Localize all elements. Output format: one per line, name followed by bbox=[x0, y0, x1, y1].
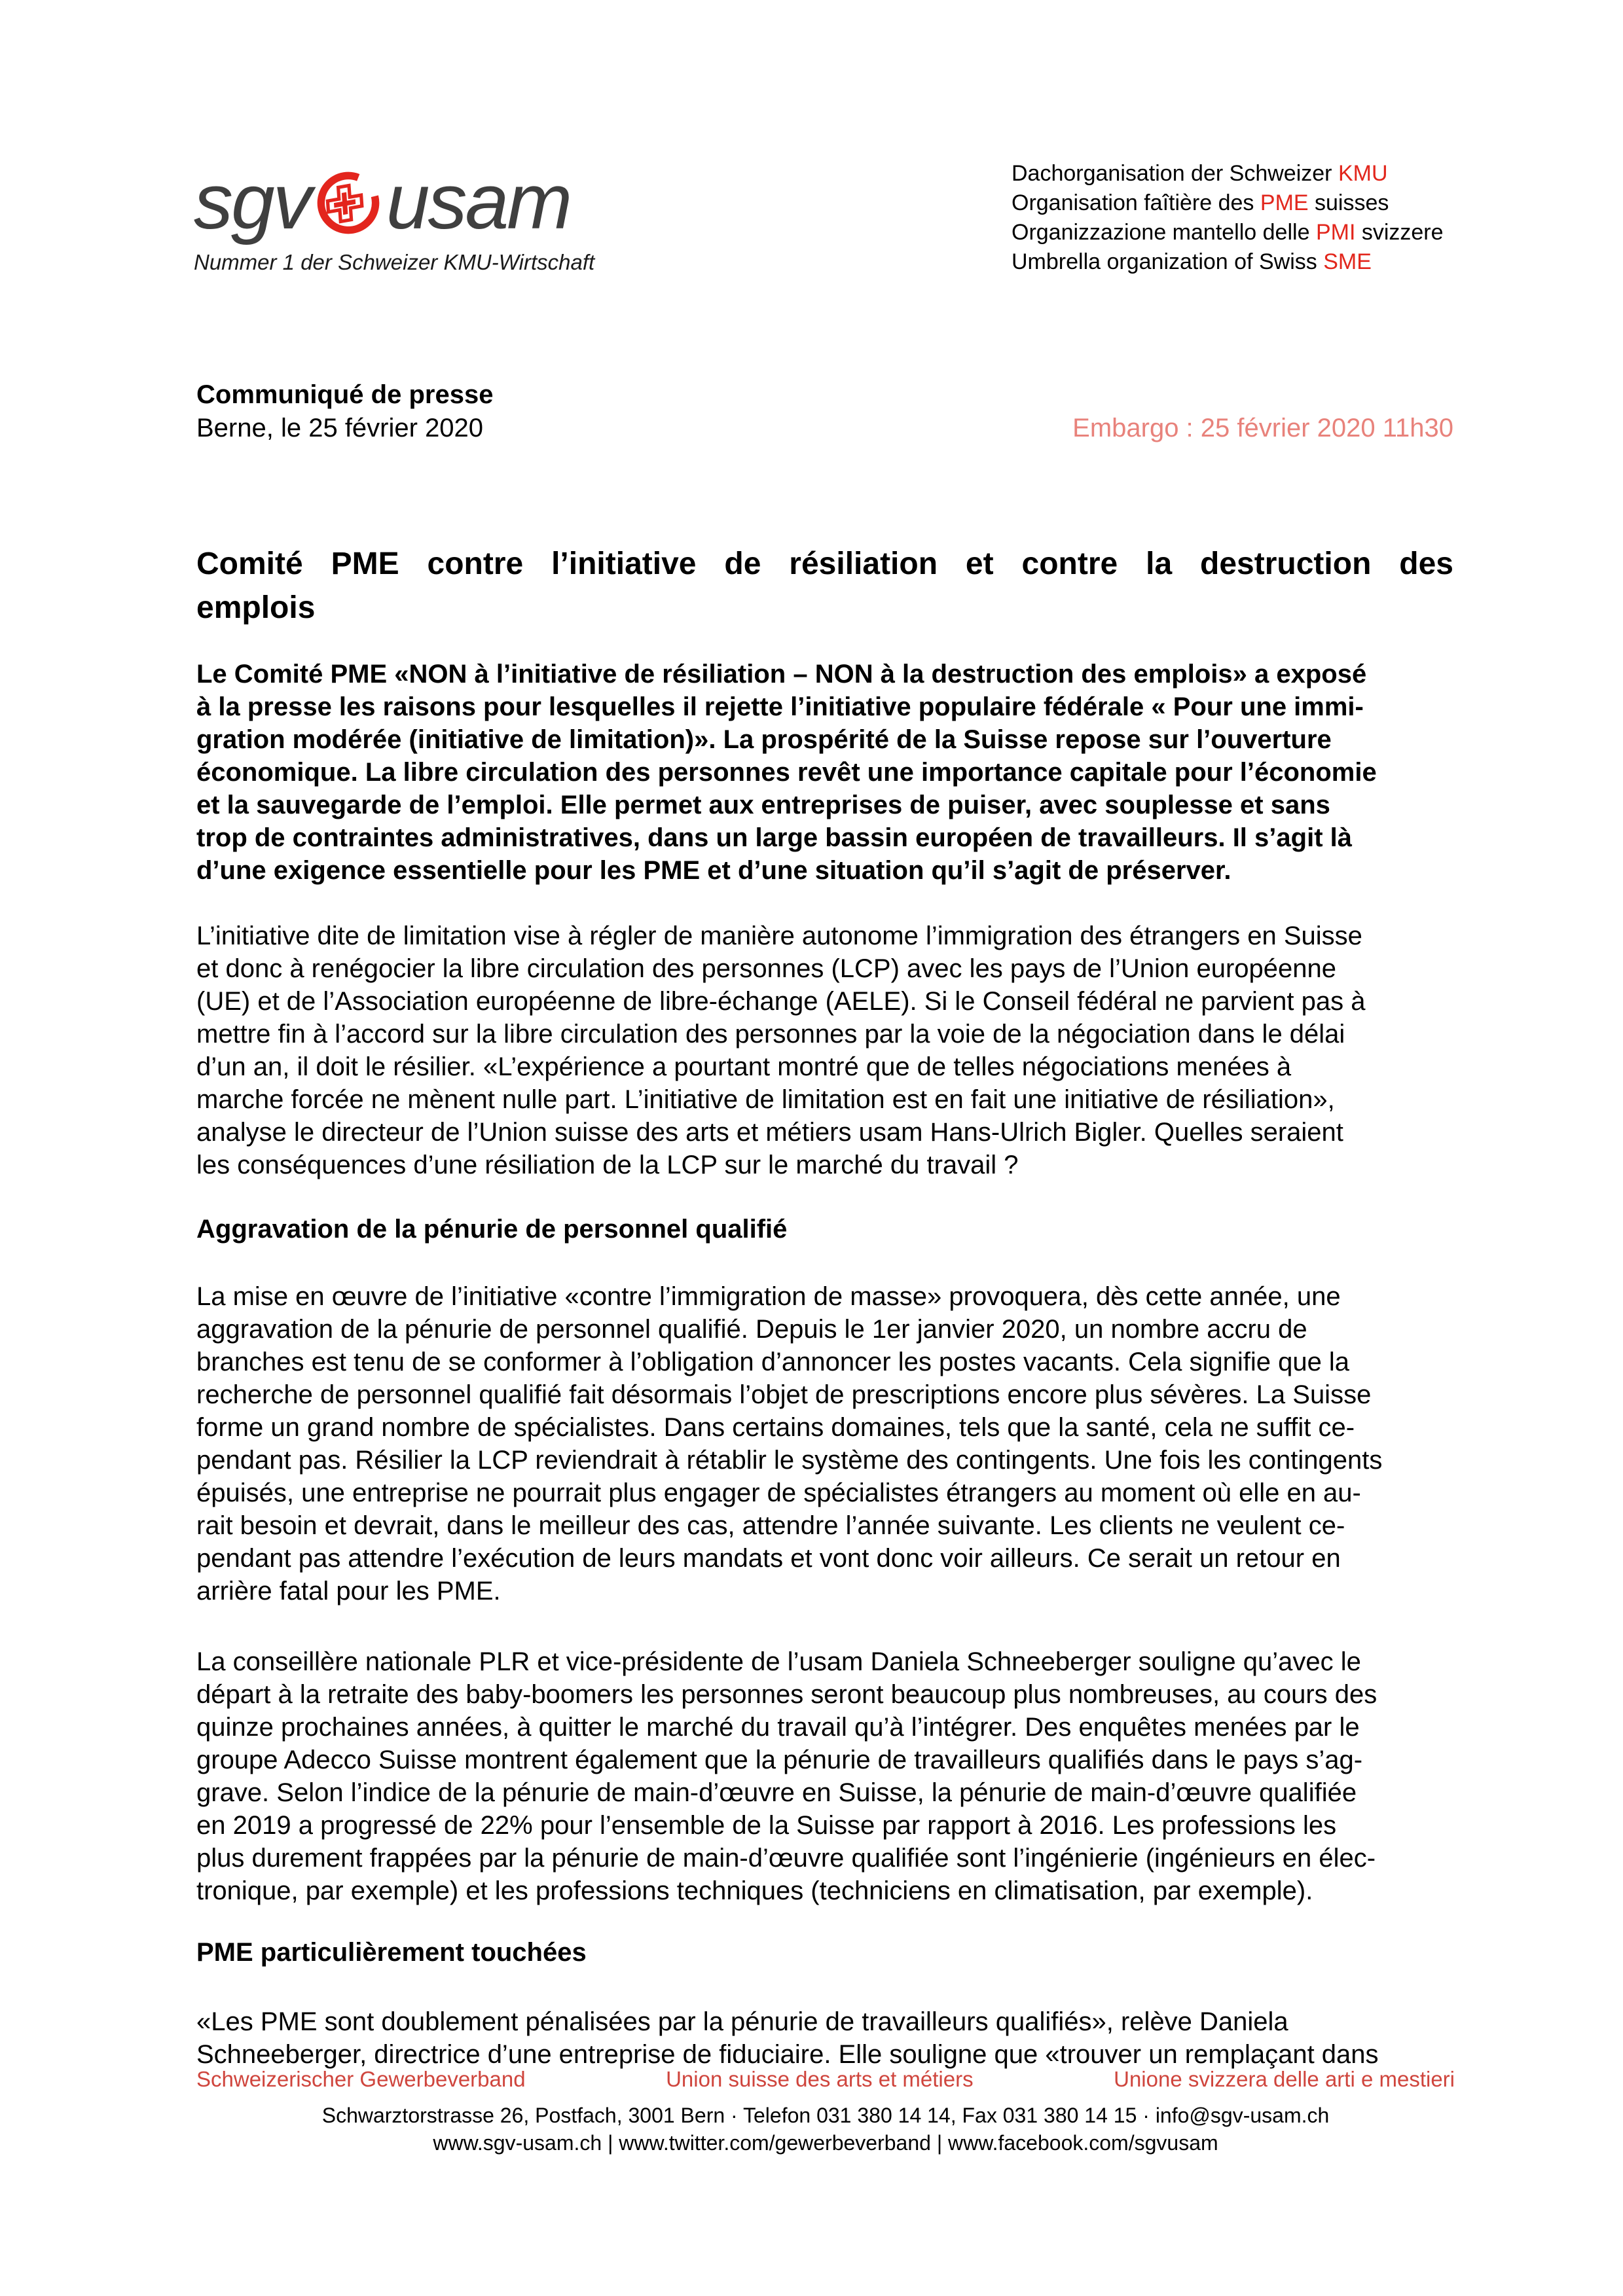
text-line: L’initiative dite de limitation vise à régler de manière autonome l’immigration des étrangers en Suisse bbox=[196, 922, 1362, 950]
text-line: aggravation de la pénurie de personnel qualifié. Depuis le 1er janvier 2020, un nombre accru de bbox=[196, 1315, 1307, 1344]
org-line-text: svizzere bbox=[1355, 220, 1444, 245]
text-line: La mise en œuvre de l’initiative «contre l’immigration de masse» provoquera, dès cette année, une bbox=[196, 1282, 1341, 1311]
logo-text-sgv: sgv bbox=[194, 158, 310, 245]
section-heading: PME particulièrement touchées bbox=[196, 1938, 587, 1967]
org-line-accent: PME bbox=[1260, 190, 1309, 215]
organization-name-block bbox=[1012, 159, 1444, 277]
org-line-it bbox=[1012, 218, 1444, 247]
text-line: branches est tenu de se conformer à l’obligation d’annoncer les postes vacants. Cela signifie que la bbox=[196, 1348, 1350, 1376]
body-paragraph bbox=[196, 1645, 1457, 1907]
logo-row bbox=[194, 158, 594, 245]
footer-org-de: Schweizerischer Gewerbeverband bbox=[196, 2067, 526, 2091]
text-line: «Les PME sont doublement pénalisées par la pénurie de travailleurs qualifiés», relève Daniela bbox=[196, 2007, 1288, 2036]
footer-org-fr: Union suisse des arts et métiers bbox=[666, 2067, 974, 2091]
text-line: en 2019 a progressé de 22% pour l’ensemble de la Suisse par rapport à 2016. Les professions les bbox=[196, 1811, 1337, 1840]
org-line-text: suisses bbox=[1308, 190, 1389, 215]
text-line: et la sauvegarde de l’emploi. Elle permet aux entreprises de puiser, avec souplesse et sans bbox=[196, 791, 1330, 819]
embargo-notice: Embargo : 25 février 2020 11h30 bbox=[1072, 414, 1453, 442]
text-line: groupe Adecco Suisse montrent également que la pénurie de travailleurs qualifiés dans le pays s’ag- bbox=[196, 1746, 1363, 1774]
org-line-text: Umbrella organization of Swiss bbox=[1012, 249, 1324, 274]
swiss-cross-ring-icon bbox=[314, 169, 382, 237]
text-line: les conséquences d’une résiliation de la LCP sur le marché du travail ? bbox=[196, 1151, 1019, 1179]
text-line: recherche de personnel qualifié fait désormais l’objet de prescriptions encore plus sévères. La Suisse bbox=[196, 1380, 1372, 1409]
text-line: à la presse les raisons pour lesquelles il rejette l’initiative populaire fédérale « Pour une immi- bbox=[196, 692, 1364, 721]
org-line-de bbox=[1012, 159, 1444, 188]
document-type-label: Communiqué de presse bbox=[196, 380, 494, 409]
text-line: épuisés, une entreprise ne pourrait plus engager de spécialistes étrangers au moment où elle en au- bbox=[196, 1479, 1361, 1507]
text-line: pendant pas attendre l’exécution de leurs mandats et vont donc voir ailleurs. Ce serait un retour en bbox=[196, 1544, 1341, 1573]
org-line-accent: PMI bbox=[1315, 220, 1356, 245]
text-line: La conseillère nationale PLR et vice-présidente de l’usam Daniela Schneeberger souligne qu’avec le bbox=[196, 1647, 1361, 1676]
org-line-en bbox=[1012, 247, 1444, 277]
text-line: économique. La libre circulation des personnes revêt une importance capitale pour l’économie bbox=[196, 758, 1377, 787]
org-line-text: Organisation faîtière des bbox=[1012, 190, 1260, 215]
lead-paragraph bbox=[196, 658, 1457, 887]
text-line: rait besoin et devrait, dans le meilleur des cas, attendre l’année suivante. Les clients ne veulent ce- bbox=[196, 1511, 1345, 1540]
footer-organization-names bbox=[196, 2067, 1455, 2092]
org-line-fr bbox=[1012, 188, 1444, 218]
text-line: gration modérée (initiative de limitation)». La prospérité de la Suisse repose sur l’ouverture bbox=[196, 725, 1332, 754]
section-heading: Aggravation de la pénurie de personnel qualifié bbox=[196, 1215, 788, 1244]
footer-address-line: Schwarztorstrasse 26, Postfach, 3001 Bern · Telefon 031 380 14 14, Fax 031 380 14 15 · info@sgv-usam.ch bbox=[321, 2104, 1330, 2127]
text-line: plus durement frappées par la pénurie de main-d’œuvre qualifiée sont l’ingénierie (ingénieurs en élec- bbox=[196, 1844, 1376, 1873]
text-line: arrière fatal pour les PME. bbox=[196, 1577, 501, 1605]
text-line: grave. Selon l’indice de la pénurie de main-d’œuvre en Suisse, la pénurie de main-d’œuvre qualifiée bbox=[196, 1778, 1357, 1807]
body-paragraph bbox=[196, 920, 1457, 1181]
text-line: analyse le directeur de l’Union suisse des arts et métiers usam Hans-Ulrich Bigler. Quelles seraient bbox=[196, 1118, 1343, 1147]
text-line: et donc à renégocier la libre circulation des personnes (LCP) avec les pays de l’Union européenne bbox=[196, 954, 1337, 983]
text-line: tronique, par exemple) et les professions techniques (techniciens en climatisation, par exemple). bbox=[196, 1876, 1313, 1905]
org-line-accent: SME bbox=[1323, 249, 1372, 274]
logo-tagline: Nummer 1 der Schweizer KMU-Wirtschaft bbox=[194, 250, 595, 274]
text-line: trop de contraintes administratives, dans un large bassin européen de travailleurs. Il s’agit là bbox=[196, 823, 1352, 852]
text-line: forme un grand nombre de spécialistes. Dans certains domaines, tels que la santé, cela ne suffit ce- bbox=[196, 1413, 1355, 1442]
body-paragraph bbox=[196, 1280, 1457, 1607]
org-line-accent: KMU bbox=[1338, 161, 1388, 186]
title-line: Comité PME contre l’initiative de résiliation et contre la destruction des bbox=[196, 547, 1453, 581]
text-line: quinze prochaines années, à quitter le marché du travail qu’à l’intégrer. Des enquêtes menées par le bbox=[196, 1713, 1360, 1742]
title-line: emplois bbox=[196, 590, 316, 625]
text-line: Le Comité PME «NON à l’initiative de résiliation – NON à la destruction des emplois» a exposé bbox=[196, 660, 1367, 689]
org-line-text: Organizzazione mantello delle bbox=[1012, 220, 1316, 245]
body-paragraph bbox=[196, 2005, 1457, 2071]
footer-links-line: www.sgv-usam.ch | www.twitter.com/gewerbeverband | www.facebook.com/sgvusam bbox=[433, 2131, 1218, 2155]
text-line: départ à la retraite des baby-boomers les personnes seront beaucoup plus nombreuses, au cours des bbox=[196, 1680, 1377, 1709]
text-line: (UE) et de l’Association européenne de libre-échange (AELE). Si le Conseil fédéral ne parvient pas à bbox=[196, 987, 1366, 1016]
logo-text-usam: usam bbox=[386, 158, 571, 245]
text-line: marche forcée ne mènent nulle part. L’initiative de limitation est en fait une initiative de résiliation», bbox=[196, 1085, 1335, 1114]
text-line: d’un an, il doit le résilier. «L’expérience a pourtant montré que de telles négociations menées à bbox=[196, 1052, 1292, 1081]
dateline: Berne, le 25 février 2020 bbox=[196, 414, 484, 442]
footer-org-it: Unione svizzera delle arti e mestieri bbox=[1114, 2067, 1455, 2091]
text-line: d’une exigence essentielle pour les PME et d’une situation qu’il s’agit de préserver. bbox=[196, 856, 1231, 885]
page-title bbox=[196, 542, 1453, 630]
text-line: pendant pas. Résilier la LCP reviendrait à rétablir le système des contingents. Une fois les contingents bbox=[196, 1446, 1383, 1475]
logo bbox=[194, 158, 595, 275]
text-line: Schneeberger, directrice d’une entreprise de fiduciaire. Elle souligne que «trouver un remplaçant dans bbox=[196, 2040, 1379, 2069]
text-line: mettre fin à l’accord sur la libre circulation des personnes par la voie de la négociation dans le délai bbox=[196, 1020, 1345, 1049]
org-line-text: Dachorganisation der Schweizer bbox=[1012, 161, 1338, 186]
